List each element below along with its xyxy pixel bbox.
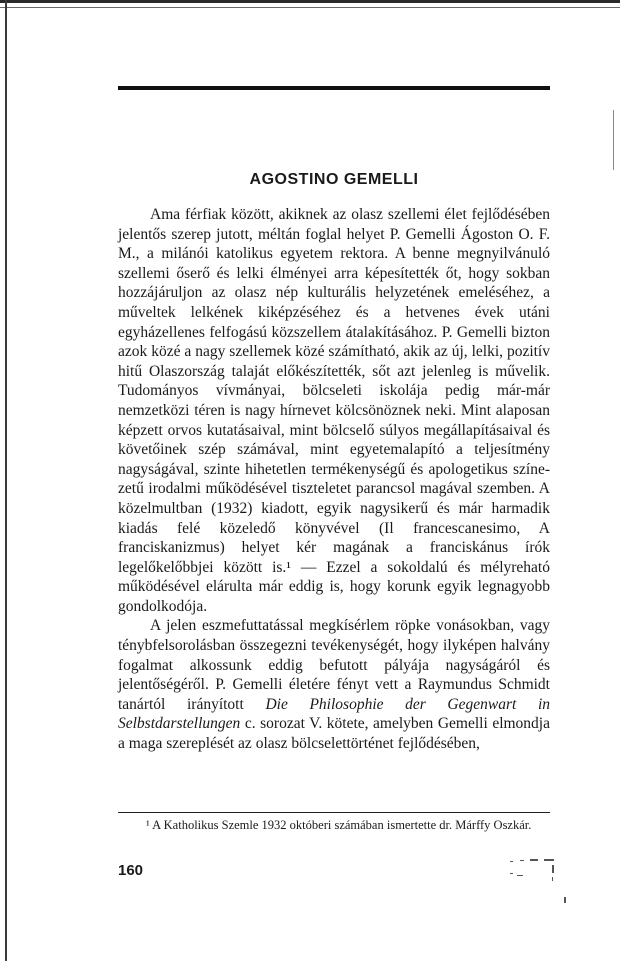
scan-edge (613, 110, 614, 170)
header-rule (118, 86, 550, 90)
scan-specks (470, 855, 570, 915)
article-title: AGOSTINO GEMELLI (249, 171, 419, 188)
paragraph-part: A jelen eszmefuttatással megkísérlem röpke vonásokban, vagy ténybfelsorolásban összegezni tevékenységét, hogy ilyképen halvány fogalmat alkossunk eddig befutott pályája nagyságáról és jelentőségéről. P. Gemelli életére fényt vett a Raymundus Schmidt tanártól irányított (118, 617, 550, 713)
scan-edge (0, 0, 620, 3)
paragraph (118, 616, 550, 753)
body-text (118, 205, 550, 754)
paragraph: Ama férfiak között, akiknek az olasz szellemi élet fejlődésében jelentős szerep jutott, méltán foglal helyet P. Gemelli Ágoston O. F. M., a milánói katolikus egyetem rektora. A benne megnyilvánuló szellemi őserő és lelki élményei arra képesítették őt, hogy sokban hozzájáruljon az olasz nép kulturális helyzetének emeléséhez, a műveltek lelkének kiképzéséhez és a hetvenes évek utáni egyházellenes felfogású közszellem átalakításához. P. Gemelli bizton azok közé a nagy szellemek közé számítható, akik az új, lelki, pozitív hitű Olaszország talaját előkészítették, sőt azt jelenleg is művelik. Tudományos vívmányai, bölcseleti iskolája pedig már-már nemzetközi téren is nagy hírnevet kölcsönöznek neki. Mint alaposan képzett orvos kutatásaival, mint bölcselő súlyos megállapításaival és követőinek szép számával, mint egyetemalapító a teljesítmény nagyságával, szinte hihetetlen termékenységű és apologetikus színezetű irodalmi működésével tiszteletet parancsol magával szemben. A közelmultban (1932) kiadott, egyik nagysikerű és már harmadik kiadás felé közeledő könyvével (Il francescanesimo, A franciskanizmus) helyet kér magának a franciskánus írók legelőkelőbbjei között is.¹ — Ezzel a sokoldalú és mélyreható működésével elárulta már eddig is, hogy korunk egyik legnagyobb gondolkodója. (118, 206, 550, 615)
footnote: ¹ A Katholikus Szemle 1932 októberi számában ismertette dr. Márffy Oszkár. (146, 818, 532, 832)
book-title: Die Philosophie der Gegenwart in Selbstdarstellungen (118, 695, 550, 733)
paragraph-part: c. sorozat V. kötete, amelyben Gemelli elmondja a maga szereplését az olasz bölcselettörténet fejlődésében, (118, 715, 550, 753)
page-number: 160 (118, 862, 144, 879)
footnote-rule (118, 812, 550, 813)
scan-edge (5, 0, 7, 961)
scan-edge (0, 7, 620, 8)
